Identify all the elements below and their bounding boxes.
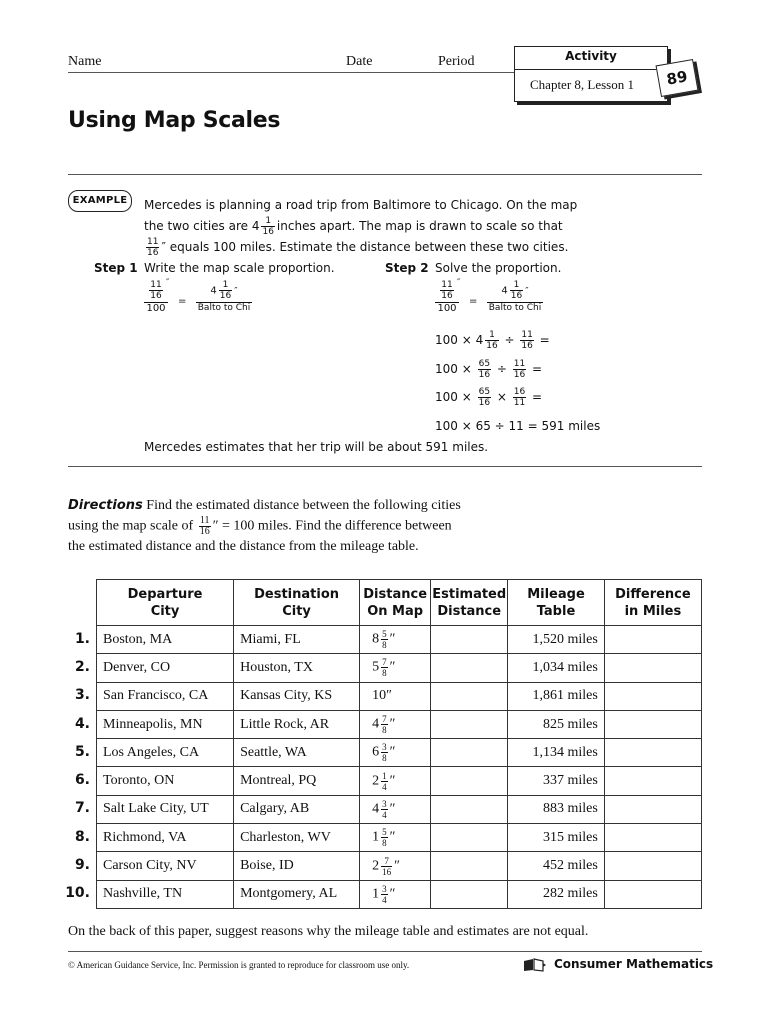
table-row	[97, 767, 702, 795]
distance-cell: 1 $\frac{5}{8}$ ″	[360, 824, 431, 852]
mileage-cell: 1,134 miles	[508, 739, 605, 767]
step2-label: Step 2	[385, 261, 429, 275]
difference-input[interactable]	[604, 710, 701, 738]
difference-input[interactable]	[604, 682, 701, 710]
difference-input[interactable]	[604, 880, 701, 908]
departure-cell: Richmond, VA	[97, 824, 234, 852]
header-mileage: Mileage Table	[508, 580, 605, 626]
table-row	[97, 739, 702, 767]
row-number: 1.	[74, 630, 90, 647]
row-number: 10.	[65, 885, 90, 902]
mileage-cell: 337 miles	[508, 767, 605, 795]
departure-cell: Toronto, ON	[97, 767, 234, 795]
estimated-distance-input[interactable]	[431, 626, 508, 654]
step1-label: Step 1	[94, 261, 138, 275]
header-difference: Difference in Miles	[604, 580, 701, 626]
mileage-cell: 282 miles	[508, 880, 605, 908]
page-number: 89	[656, 59, 699, 97]
table-row	[97, 654, 702, 682]
departure-cell: Los Angeles, CA	[97, 739, 234, 767]
copyright: © American Guidance Service, Inc. Permission is granted to reproduce for classroom use only.	[68, 960, 410, 970]
table-row	[97, 710, 702, 738]
header-rule	[68, 72, 514, 73]
destination-cell: Montreal, PQ	[234, 767, 360, 795]
activity-box	[514, 46, 668, 102]
destination-cell: Boise, ID	[234, 852, 360, 880]
row-number: 3.	[74, 687, 90, 704]
row-number: 5.	[74, 743, 90, 760]
table-row	[97, 682, 702, 710]
mileage-cell: 1,520 miles	[508, 626, 605, 654]
departure-cell: Minneapolis, MN	[97, 710, 234, 738]
difference-input[interactable]	[604, 852, 701, 880]
mileage-cell: 452 miles	[508, 852, 605, 880]
footer-rule	[68, 951, 702, 952]
departure-cell: Carson City, NV	[97, 852, 234, 880]
distance-fraction: $\frac{7}{16}$	[382, 855, 392, 877]
mileage-cell: 1,034 miles	[508, 654, 605, 682]
destination-cell: Little Rock, AR	[234, 710, 360, 738]
estimated-distance-input[interactable]	[431, 852, 508, 880]
header-distance: Distance On Map	[360, 580, 431, 626]
departure-cell: Salt Lake City, UT	[97, 795, 234, 823]
example-text: Mercedes is planning a road trip from Baltimore to Chicago. On the map the two cities are 4 $\frac{1}{16}$ inches apart. The map is drawn to scale so that $\frac{11}{16}$ ″ equals 100 miles. Estimate the distance between these two cities.	[144, 198, 578, 258]
distance-fraction: $\frac{3}{4}$	[382, 883, 387, 905]
table-row	[97, 852, 702, 880]
row-number: 2.	[74, 658, 90, 675]
estimated-distance-input[interactable]	[431, 880, 508, 908]
date-label: Date	[346, 54, 373, 69]
estimated-distance-input[interactable]	[431, 739, 508, 767]
estimated-distance-input[interactable]	[431, 654, 508, 682]
departure-cell: Nashville, TN	[97, 880, 234, 908]
title-rule	[68, 174, 702, 175]
distance-fraction: $\frac{5}{8}$	[382, 629, 387, 651]
distance-cell: 2 $\frac{7}{16}$ ″	[360, 852, 431, 880]
departure-cell: Boston, MA	[97, 626, 234, 654]
destination-cell: Miami, FL	[234, 626, 360, 654]
row-number: 4.	[74, 715, 90, 732]
destination-cell: Calgary, AB	[234, 795, 360, 823]
page-title: Using Map Scales	[68, 108, 281, 133]
destination-cell: Charleston, WV	[234, 824, 360, 852]
distance-cell: 6 $\frac{3}{8}$ ″	[360, 739, 431, 767]
destination-cell: Kansas City, KS	[234, 682, 360, 710]
destination-cell: Houston, TX	[234, 654, 360, 682]
row-number: 6.	[74, 772, 90, 789]
table-header-row	[97, 580, 702, 626]
book-icon	[523, 958, 547, 977]
departure-cell: San Francisco, CA	[97, 682, 234, 710]
difference-input[interactable]	[604, 654, 701, 682]
header-estimated: Estimated Distance	[431, 580, 508, 626]
distance-fraction: $\frac{5}{8}$	[382, 827, 387, 849]
example-conclusion: Mercedes estimates that her trip will be about 591 miles.	[144, 440, 489, 454]
cities-table	[96, 579, 702, 909]
table-row	[97, 795, 702, 823]
mileage-cell: 1,861 miles	[508, 682, 605, 710]
distance-fraction: $\frac{7}{8}$	[382, 657, 387, 679]
header-departure: Departure City	[97, 580, 234, 626]
table-row	[97, 626, 702, 654]
closing-prompt: On the back of this paper, suggest reasons why the mileage table and estimates are not equal.	[68, 924, 589, 939]
estimated-distance-input[interactable]	[431, 682, 508, 710]
distance-fraction: $\frac{3}{4}$	[382, 798, 387, 820]
example-rule	[68, 466, 702, 467]
difference-input[interactable]	[604, 739, 701, 767]
table-row	[97, 880, 702, 908]
step2-text: Solve the proportion.	[435, 261, 562, 275]
estimated-distance-input[interactable]	[431, 710, 508, 738]
activity-label: Activity	[565, 49, 617, 63]
estimated-distance-input[interactable]	[431, 767, 508, 795]
row-number: 9.	[74, 857, 90, 874]
calculation-steps: 100 × 4 $\frac{1}{16}$ ÷ $\frac{11}{16}$ = 100 × $\frac{65}{16}$ ÷ $\frac{11}{16}$ = 100 × $\frac{65}{16}$ × $\frac{16}{11}$ = 100 × 65 ÷ 11 = 591 miles	[435, 330, 601, 433]
difference-input[interactable]	[604, 767, 701, 795]
chapter-label: Chapter 8, Lesson 1	[530, 77, 634, 92]
distance-fraction: $\frac{1}{4}$	[382, 770, 387, 792]
distance-cell: 10″	[360, 682, 431, 710]
distance-fraction: $\frac{3}{8}$	[382, 742, 387, 764]
example-badge: EXAMPLE	[68, 190, 132, 212]
destination-cell: Montgomery, AL	[234, 880, 360, 908]
step1-text: Write the map scale proportion.	[144, 261, 335, 275]
difference-input[interactable]	[604, 795, 701, 823]
distance-cell: 2 $\frac{1}{4}$ ″	[360, 767, 431, 795]
name-label: Name	[68, 54, 102, 69]
distance-cell: 8 $\frac{5}{8}$ ″	[360, 626, 431, 654]
estimated-distance-input[interactable]	[431, 824, 508, 852]
row-number: 7.	[74, 800, 90, 817]
distance-fraction: $\frac{7}{8}$	[382, 714, 387, 736]
header-destination: Destination City	[234, 580, 360, 626]
book-title: Consumer Mathematics	[554, 957, 714, 971]
estimated-distance-input[interactable]	[431, 795, 508, 823]
mileage-cell: 883 miles	[508, 795, 605, 823]
table-row	[97, 824, 702, 852]
departure-cell: Denver, CO	[97, 654, 234, 682]
mileage-cell: 825 miles	[508, 710, 605, 738]
distance-cell: 1 $\frac{3}{4}$ ″	[360, 880, 431, 908]
period-label: Period	[438, 54, 475, 69]
distance-cell: 4 $\frac{7}{8}$ ″	[360, 710, 431, 738]
difference-input[interactable]	[604, 626, 701, 654]
distance-cell: 4 $\frac{3}{4}$ ″	[360, 795, 431, 823]
distance-cell: 5 $\frac{7}{8}$ ″	[360, 654, 431, 682]
mileage-cell: 315 miles	[508, 824, 605, 852]
row-number: 8.	[74, 828, 90, 845]
difference-input[interactable]	[604, 824, 701, 852]
directions: Directions Find the estimated distance between the following cities using the map scale of $\frac{11}{16}$ ″ = 100 miles. Find the difference between the estimated distance and the distance from the mileage table.	[68, 498, 461, 554]
destination-cell: Seattle, WA	[234, 739, 360, 767]
